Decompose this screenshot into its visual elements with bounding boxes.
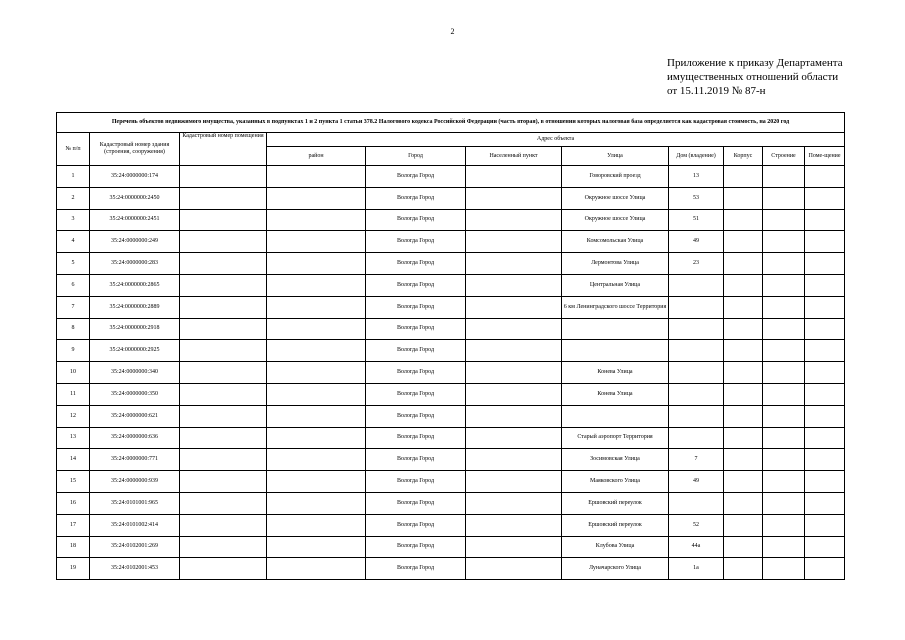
house-cell: 7 [669,449,724,471]
premises-cell [805,427,845,449]
korpus-cell [724,166,763,188]
row-num: 5 [57,253,90,275]
cadastral-number: 35:24:0101002:414 [90,514,180,536]
korpus-cell [724,536,763,558]
room-cadastral [180,187,267,209]
street-cell [562,318,669,340]
street-cell: Ершовский переулок [562,492,669,514]
house-cell [669,405,724,427]
city-cell: Вологда Город [366,536,466,558]
header-settlement: Населенный пункт [466,147,562,166]
city-cell: Вологда Город [366,231,466,253]
table-body [57,166,845,580]
header-cadastral-building: Кадастровый номер здания (строения, сооружения) [90,133,180,166]
room-cadastral [180,166,267,188]
header-district: район [267,147,366,166]
district-cell [267,253,366,275]
row-num: 6 [57,274,90,296]
settlement-cell [466,318,562,340]
korpus-cell [724,362,763,384]
settlement-cell [466,166,562,188]
header-num: № п/п [57,133,90,166]
korpus-cell [724,318,763,340]
district-cell [267,166,366,188]
premises-cell [805,449,845,471]
house-cell [669,274,724,296]
district-cell [267,514,366,536]
street-cell: Маяковского Улица [562,471,669,493]
korpus-cell [724,514,763,536]
street-cell: Зосимовская Улица [562,449,669,471]
building-cell [763,514,805,536]
house-cell: 53 [669,187,724,209]
cadastral-number: 35:24:0000000:2865 [90,274,180,296]
settlement-cell [466,253,562,275]
row-num: 19 [57,558,90,580]
table-row [57,166,845,188]
room-cadastral [180,492,267,514]
street-cell: Старый аэропорт Территория [562,427,669,449]
building-cell [763,296,805,318]
district-cell [267,405,366,427]
settlement-cell [466,209,562,231]
settlement-cell [466,340,562,362]
district-cell [267,492,366,514]
cadastral-number: 35:24:0102001:269 [90,536,180,558]
room-cadastral [180,340,267,362]
district-cell [267,471,366,493]
city-cell: Вологда Город [366,362,466,384]
house-cell [669,318,724,340]
cadastral-number: 35:24:0000000:2889 [90,296,180,318]
city-cell: Вологда Город [366,253,466,275]
street-cell: Конева Улица [562,362,669,384]
building-cell [763,471,805,493]
row-num: 16 [57,492,90,514]
cadastral-number: 35:24:0000000:2925 [90,340,180,362]
district-cell [267,383,366,405]
premises-cell [805,492,845,514]
cadastral-number: 35:24:0000000:939 [90,471,180,493]
header-city: Город [366,147,466,166]
cadastral-number: 35:24:0000000:636 [90,427,180,449]
building-cell [763,427,805,449]
header-cadastral-room: Кадастровый номер помещения [180,133,267,166]
settlement-cell [466,274,562,296]
room-cadastral [180,449,267,471]
street-cell: Лермонтова Улица [562,253,669,275]
table-row [57,383,845,405]
room-cadastral [180,471,267,493]
house-cell: 23 [669,253,724,275]
korpus-cell [724,427,763,449]
premises-cell [805,558,845,580]
room-cadastral [180,296,267,318]
settlement-cell [466,405,562,427]
city-cell: Вологда Город [366,318,466,340]
house-cell [669,340,724,362]
district-cell [267,427,366,449]
korpus-cell [724,405,763,427]
building-cell [763,274,805,296]
table-row [57,340,845,362]
table-row [57,492,845,514]
table-row [57,536,845,558]
building-cell [763,340,805,362]
house-cell: 44а [669,536,724,558]
row-num: 9 [57,340,90,362]
row-num: 10 [57,362,90,384]
header-building: Строение [763,147,805,166]
district-cell [267,296,366,318]
room-cadastral [180,536,267,558]
building-cell [763,558,805,580]
korpus-cell [724,471,763,493]
row-num: 7 [57,296,90,318]
building-cell [763,383,805,405]
premises-cell [805,274,845,296]
street-cell: Конева Улица [562,383,669,405]
korpus-cell [724,558,763,580]
settlement-cell [466,536,562,558]
room-cadastral [180,362,267,384]
cadastral-number: 35:24:0101001:965 [90,492,180,514]
korpus-cell [724,492,763,514]
street-cell: Говоровский проезд [562,166,669,188]
table-row [57,405,845,427]
premises-cell [805,405,845,427]
street-cell [562,340,669,362]
house-cell [669,296,724,318]
cadastral-number: 35:24:0102001:453 [90,558,180,580]
header-premises: Поме-щение [805,147,845,166]
row-num: 17 [57,514,90,536]
city-cell: Вологда Город [366,514,466,536]
house-cell [669,492,724,514]
district-cell [267,274,366,296]
korpus-cell [724,209,763,231]
korpus-cell [724,296,763,318]
building-cell [763,209,805,231]
table-row [57,362,845,384]
street-cell: Окружное шоссе Улица [562,209,669,231]
table-row [57,471,845,493]
cadastral-number: 35:24:0000000:621 [90,405,180,427]
building-cell [763,187,805,209]
table-row [57,296,845,318]
city-cell: Вологда Город [366,340,466,362]
street-cell: Клубова Улица [562,536,669,558]
settlement-cell [466,492,562,514]
table-row [57,427,845,449]
korpus-cell [724,187,763,209]
header-korpus: Корпус [724,147,763,166]
table-row [57,209,845,231]
room-cadastral [180,558,267,580]
table-row [57,274,845,296]
city-cell: Вологда Город [366,471,466,493]
premises-cell [805,209,845,231]
room-cadastral [180,427,267,449]
city-cell: Вологда Город [366,274,466,296]
row-num: 14 [57,449,90,471]
settlement-cell [466,231,562,253]
room-cadastral [180,514,267,536]
district-cell [267,187,366,209]
city-cell: Вологда Город [366,383,466,405]
premises-cell [805,383,845,405]
appendix-line-1: Приложение к приказу Департамента [667,57,843,69]
city-cell: Вологда Город [366,427,466,449]
city-cell: Вологда Город [366,558,466,580]
district-cell [267,209,366,231]
room-cadastral [180,405,267,427]
table-row [57,514,845,536]
room-cadastral [180,253,267,275]
premises-cell [805,362,845,384]
settlement-cell [466,362,562,384]
house-cell: 13 [669,166,724,188]
premises-cell [805,318,845,340]
street-cell: 6 км Ленинградского шоссе Территория [562,296,669,318]
table-row [57,187,845,209]
district-cell [267,449,366,471]
district-cell [267,318,366,340]
table-title: Перечень объектов недвижимого имущества, указанных в подпунктах 1 и 2 пункта 1 статьи 378.2 Налогового кодекса Российской Федерации (часть вторая), в отношении которых налоговая база определяется как кадастровая стоимость, на 2020 год [57,113,845,133]
header-house: Дом (владение) [669,147,724,166]
row-num: 3 [57,209,90,231]
building-cell [763,318,805,340]
korpus-cell [724,253,763,275]
district-cell [267,231,366,253]
row-num: 13 [57,427,90,449]
table-row [57,558,845,580]
appendix-header [667,56,887,98]
settlement-cell [466,187,562,209]
premises-cell [805,340,845,362]
street-cell: Центральная Улица [562,274,669,296]
building-cell [763,253,805,275]
cadastral-number: 35:24:0000000:2918 [90,318,180,340]
settlement-cell [466,427,562,449]
house-cell [669,383,724,405]
cadastral-number: 35:24:0000000:350 [90,383,180,405]
cadastral-number: 35:24:0000000:174 [90,166,180,188]
street-cell: Комсомольская Улица [562,231,669,253]
district-cell [267,340,366,362]
settlement-cell [466,514,562,536]
cadastral-number: 35:24:0000000:283 [90,253,180,275]
building-cell [763,536,805,558]
street-cell [562,405,669,427]
house-cell: 49 [669,471,724,493]
room-cadastral [180,231,267,253]
building-cell [763,449,805,471]
building-cell [763,405,805,427]
settlement-cell [466,296,562,318]
cadastral-number: 35:24:0000000:249 [90,231,180,253]
premises-cell [805,514,845,536]
premises-cell [805,187,845,209]
row-num: 4 [57,231,90,253]
row-num: 11 [57,383,90,405]
city-cell: Вологда Город [366,405,466,427]
row-num: 15 [57,471,90,493]
house-cell: 1а [669,558,724,580]
table-row [57,449,845,471]
house-cell: 49 [669,231,724,253]
premises-cell [805,296,845,318]
room-cadastral [180,383,267,405]
street-cell: Луначарского Улица [562,558,669,580]
cadastral-number: 35:24:0000000:2451 [90,209,180,231]
street-cell: Ершовский переулок [562,514,669,536]
cadastral-number: 35:24:0000000:2450 [90,187,180,209]
room-cadastral [180,274,267,296]
table-row [57,253,845,275]
district-cell [267,362,366,384]
header-address-group: Адрес объекта [267,133,845,147]
row-num: 8 [57,318,90,340]
room-cadastral [180,318,267,340]
district-cell [267,558,366,580]
street-cell: Окружное шоссе Улица [562,187,669,209]
city-cell: Вологда Город [366,296,466,318]
appendix-line-3: от 15.11.2019 № 87-н [667,85,766,97]
building-cell [763,492,805,514]
settlement-cell [466,471,562,493]
building-cell [763,231,805,253]
korpus-cell [724,340,763,362]
city-cell: Вологда Город [366,187,466,209]
house-cell [669,427,724,449]
table-row [57,231,845,253]
korpus-cell [724,231,763,253]
page-number: 2 [450,27,455,36]
cadastral-number: 35:24:0000000:340 [90,362,180,384]
premises-cell [805,536,845,558]
row-num: 18 [57,536,90,558]
table-row [57,318,845,340]
city-cell: Вологда Город [366,492,466,514]
premises-cell [805,166,845,188]
settlement-cell [466,449,562,471]
premises-cell [805,253,845,275]
row-num: 2 [57,187,90,209]
city-cell: Вологда Город [366,449,466,471]
korpus-cell [724,274,763,296]
house-cell [669,362,724,384]
premises-cell [805,471,845,493]
building-cell [763,362,805,384]
house-cell: 51 [669,209,724,231]
korpus-cell [724,449,763,471]
row-num: 12 [57,405,90,427]
city-cell: Вологда Город [366,166,466,188]
settlement-cell [466,558,562,580]
district-cell [267,536,366,558]
room-cadastral [180,209,267,231]
cadastral-number: 35:24:0000000:771 [90,449,180,471]
building-cell [763,166,805,188]
appendix-line-2: имущественных отношений области [667,71,839,83]
city-cell: Вологда Город [366,209,466,231]
korpus-cell [724,383,763,405]
row-num: 1 [57,166,90,188]
settlement-cell [466,383,562,405]
premises-cell [805,231,845,253]
house-cell: 52 [669,514,724,536]
header-street: Улица [562,147,669,166]
property-registry-table [56,112,845,580]
